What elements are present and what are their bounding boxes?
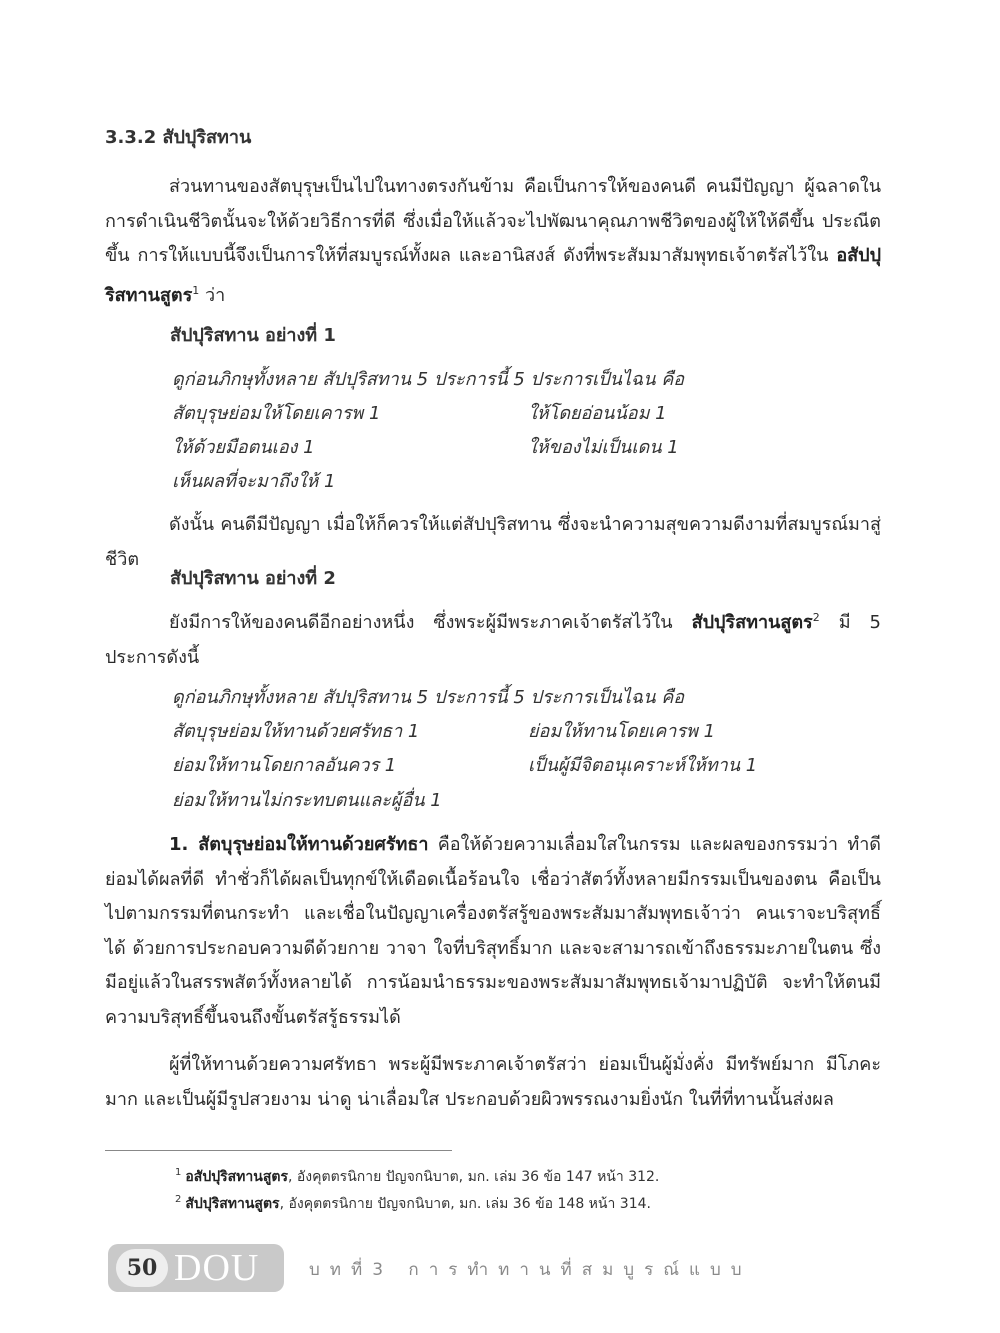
verse-item: เห็นผลที่จะมาถึงให้ 1 [172,471,336,492]
chapter-title: บทที่3 การทำทานที่สมบูรณ์แบบ [309,1260,752,1280]
footnote-2 [175,1193,651,1215]
verse-item: เป็นผู้มีจิตอนุเคราะห์ให้ทาน 1 [528,755,758,776]
footnote-mark: 2 [175,1194,182,1206]
intro-tail: ว่า [199,284,226,306]
sutta-title: อสัปปุริสทานสูตร [105,245,881,306]
intro-text: ส่วนทานของสัตบุรุษเป็นไปในทางตรงกันข้าม คือเป็นการให้ของคนดี คนมีปัญญา ผู้ฉลาดในการดำเนินชีวิตนั้นจะให้ด้วยวิธีการที่ดี ซึ่งเมื่อให้แล้วจะไปพัฒนาคุณภาพชีวิตของผู้ให้ให้ดีขึ้น ประณีตขึ้น การให้แบบนี้จึงเป็นการให้ที่สมบูรณ์ทั้งผล และอานิสงส์ ดังที่พระสัมมาสัมพุทธเจ้าตรัสไว้ใน [105,176,881,266]
result-text: ผู้ที่ให้ทานด้วยความศรัทธา พระผู้มีพระภาคเจ้าตรัสว่า ย่อมเป็นผู้มั่งคั่ง มีทรัพย์มาก มีโภคะมาก และเป็นผู้มีรูปสวยงาม น่าดู น่าเลื่อมใส ประกอบด้วยผิวพรรณงามยิ่งนัก ในที่ที่ทานนั้นส่งผล [105,1054,881,1110]
footnote-ref-text: , อังคุตตรนิกาย ปัญจกนิบาต, มก. เล่ม 36 ข้อ 148 หน้า 314. [279,1196,651,1212]
footnote-mark: 1 [175,1167,182,1179]
faith-paragraph [105,828,881,1035]
group1-intro: ดูก่อนภิกษุทั้งหลาย สัปปุริสทาน 5 ประการนี้ 5 ประการเป็นไฉน คือ [172,369,685,390]
sutta-title: สัปปุริสทานสูตร [691,612,813,633]
footnote-ref-text: , อังคุตตรนิกาย ปัญจกนิบาต, มก. เล่ม 36 ข้อ 147 หน้า 312. [287,1169,660,1185]
group2-tail: มี 5 ประการดังนี้ [105,612,881,668]
verse-item: ย่อมให้ทานโดยกาลอันควร 1 [172,755,397,776]
verse-item: สัตบุรุษย่อมให้ทานด้วยศรัทธา 1 [172,721,420,742]
footnote-divider [105,1150,452,1151]
footer-badge [108,1244,284,1292]
group2-intro: ดูก่อนภิกษุทั้งหลาย สัปปุริสทาน 5 ประการนี้ 5 ประการเป็นไฉน คือ [172,687,685,708]
verse-item: ให้ด้วยมือตนเอง 1 [172,437,315,458]
verse-item: ย่อมให้ทานไม่กระทบตนและผู้อื่น 1 [172,790,442,811]
verse-item: สัตบุรุษย่อมให้โดยเคารพ 1 [172,403,381,424]
result-paragraph [105,1048,881,1117]
section-heading: 3.3.2 สัปปุริสทาน [105,127,252,148]
group2-lead: ยังมีการให้ของคนดีอีกอย่างหนึ่ง ซึ่งพระผู้มีพระภาคเจ้าตรัสไว้ใน [169,612,692,633]
footnote-title: สัปปุริสทานสูตร [185,1196,280,1212]
intro-paragraph [105,170,881,313]
footnote-title: อสัปปุริสทานสูตร [185,1169,288,1185]
group2-paragraph [105,601,881,675]
footnote-1 [175,1166,659,1188]
verse-item: ให้โดยอ่อนน้อม 1 [528,403,667,424]
footnote-ref: 1 [192,283,200,297]
faith-text: คือให้ด้วยความเลื่อมใสในกรรม และผลของกรรมว่า ทำดีย่อมได้ผลที่ดี ทำชั่วก็ได้ผลเป็นทุกข์ให้เดือดเนื้อร้อนใจ เชื่อว่าสัตว์ทั้งหลายมีกรรมเป็นของตน คือเป็นไปตามกรรมที่ตนกระทำ และเชื่อในปัญญาเครื่องตรัสรู้ของพระสัมมาสัมพุทธเจ้าว่า คนเราจะบริสุทธิ์ได้ ด้วยการประกอบความดีด้วยกาย วาจา ใจที่บริสุทธิ์มาก และจะสามารถเข้าถึงธรรมะภายในตน ซึ่งมีอยู่แล้วในสรรพสัตว์ทั้งหลายได้ การน้อมนำธรรมะของพระสัมมาสัมพุทธเจ้ามาปฏิบัติ จะทำให้ตนมีความบริสุทธิ์ขึ้นจนถึงขั้นตรัสรู้ธรรมได้ [105,834,881,1028]
verse-item: ย่อมให้ทานโดยเคารพ 1 [528,721,716,742]
group1-title: สัปปุริสทาน อย่างที่ 1 [170,325,336,346]
faith-heading: 1. สัตบุรุษย่อมให้ทานด้วยศรัทธา [169,834,429,855]
verse-item: ให้ของไม่เป็นเดน 1 [528,437,679,458]
dou-logo: DOU [174,1247,260,1289]
footnote-ref: 2 [812,611,820,624]
page-number: 50 [116,1249,168,1287]
group2-title: สัปปุริสทาน อย่างที่ 2 [170,568,336,589]
conclusion-text: ดังนั้น คนดีมีปัญญา เมื่อให้ก็ควรให้แต่สัปปุริสทาน ซึ่งจะนำความสุขความดีงามที่สมบูรณ์มาสู่ชีวิต [105,514,881,570]
